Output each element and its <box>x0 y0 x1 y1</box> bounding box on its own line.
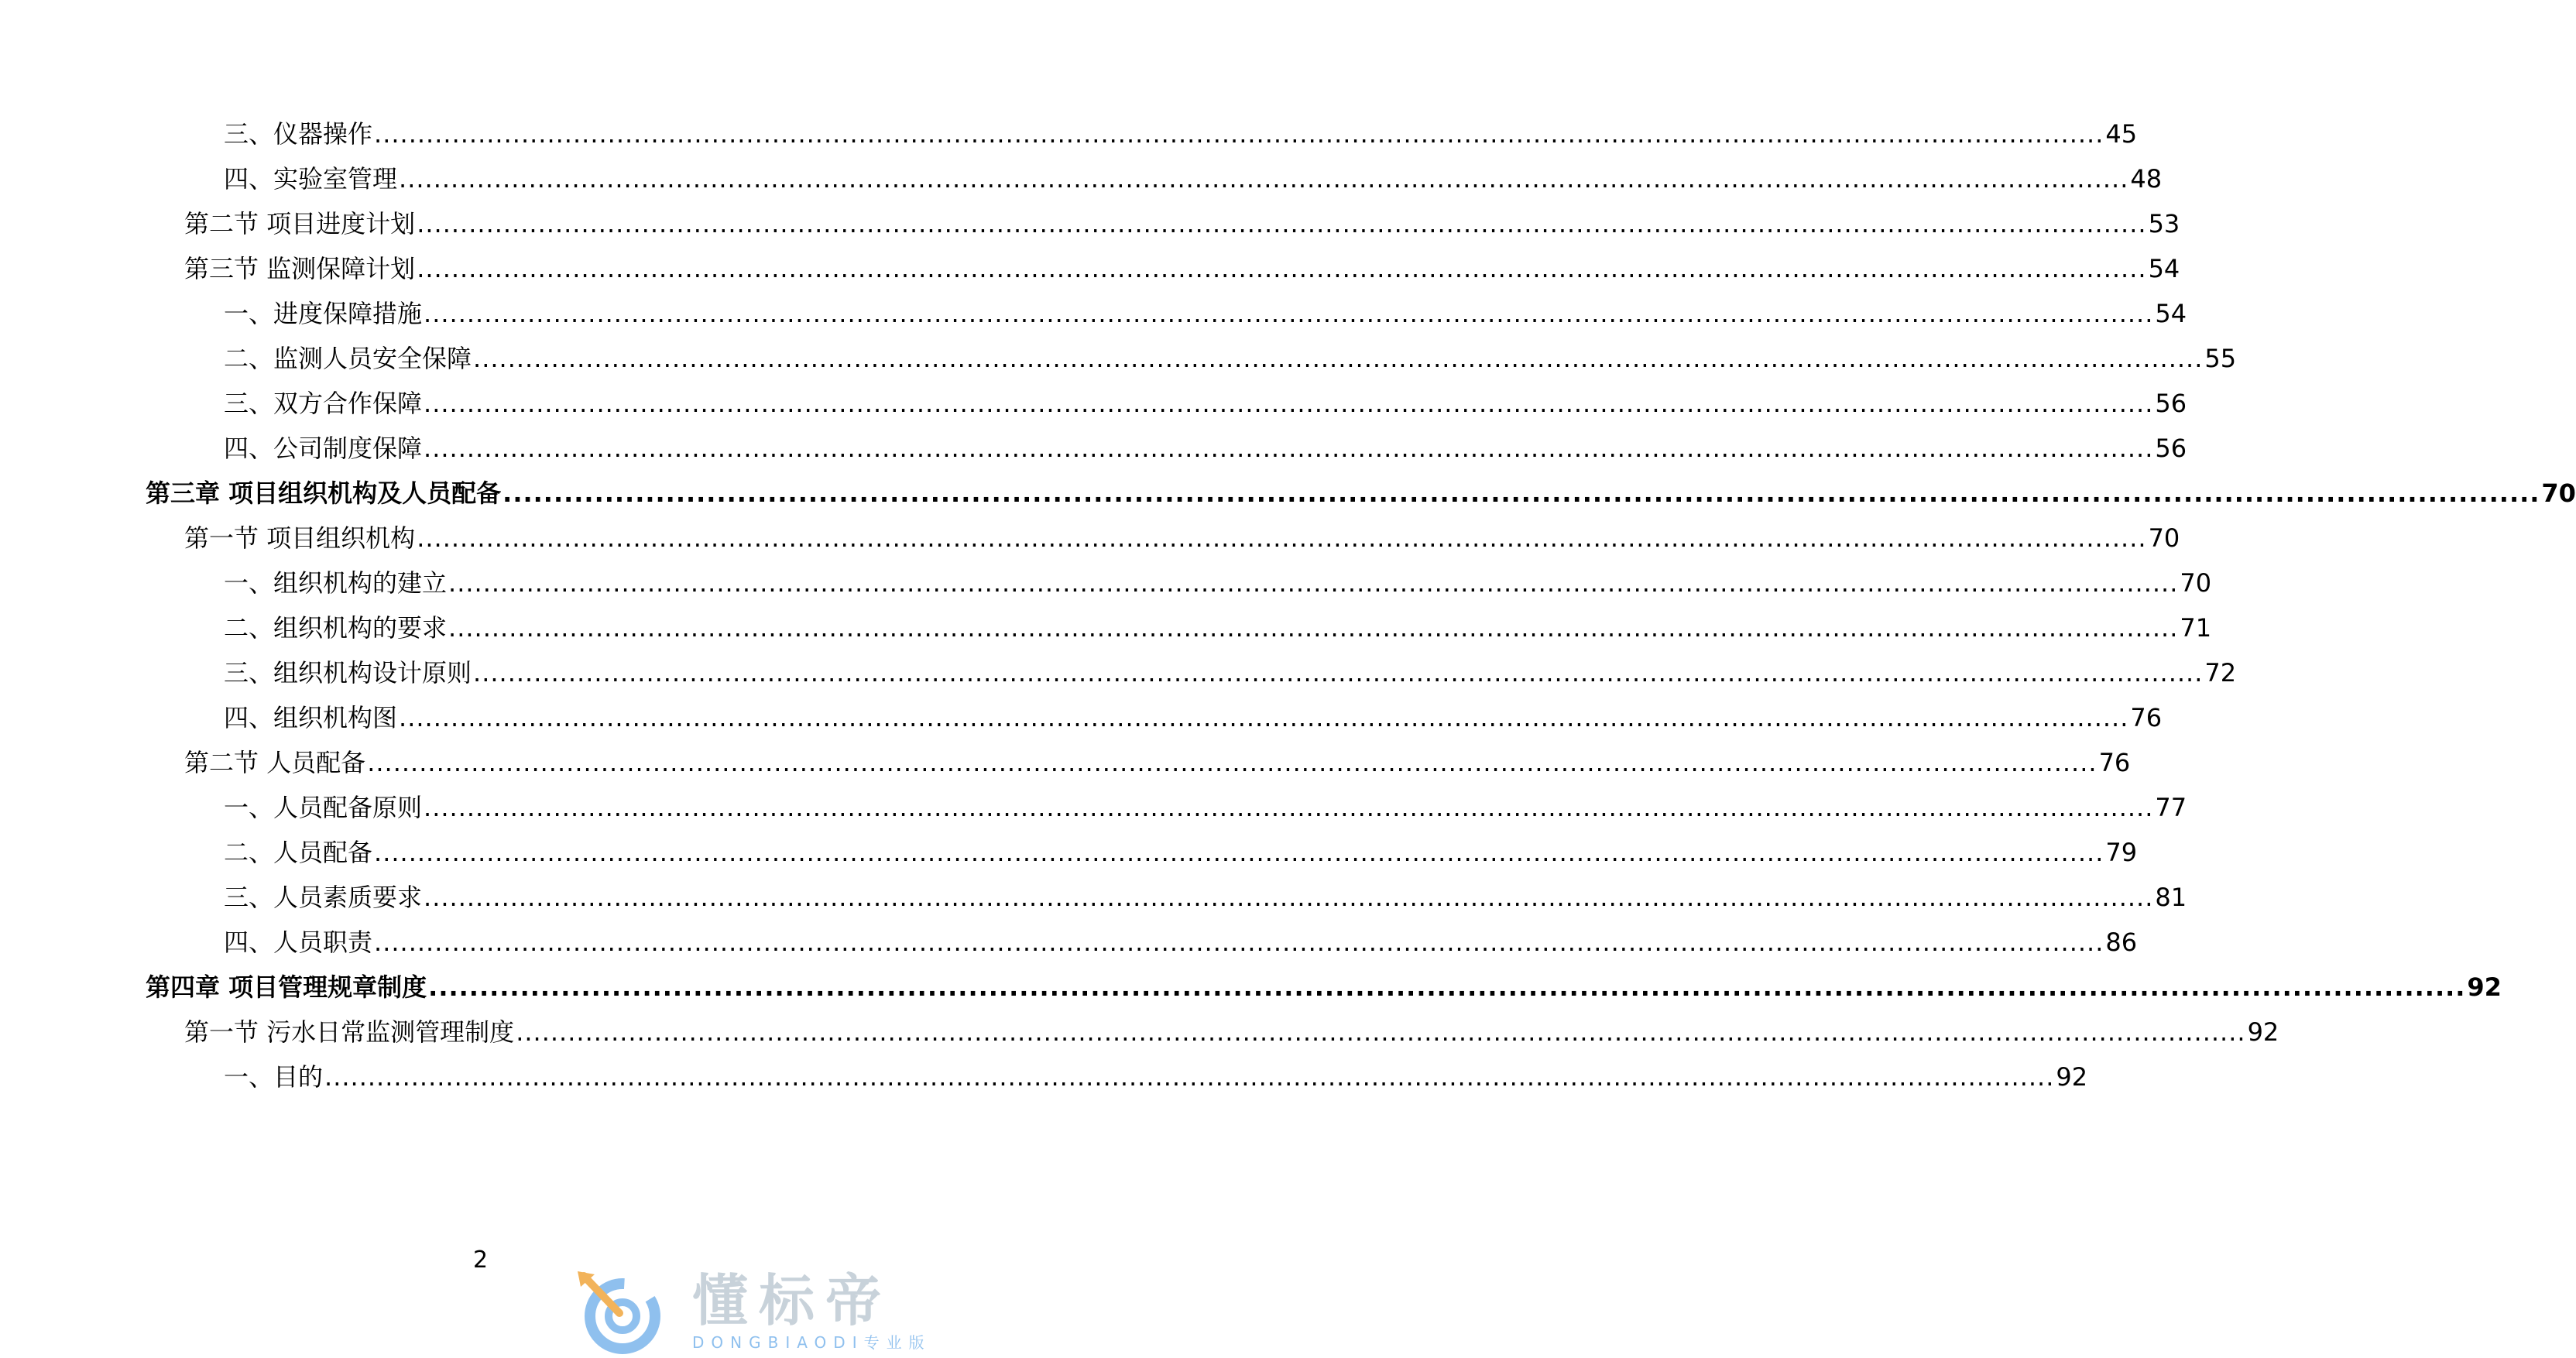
toc-entry-page-number: 54 <box>2155 299 2187 328</box>
toc-entry-page-number: 76 <box>2130 703 2163 732</box>
toc-dot-leader: ........................................................................................................................................................................................................ <box>417 523 2147 553</box>
toc-entry-title: 四、公司制度保障 <box>224 434 423 463</box>
toc-entry-title: 二、人员配备 <box>224 838 373 867</box>
watermark-subtitle: DONGBIAODI专业版 <box>692 1333 931 1352</box>
toc-entry-page-number: 81 <box>2155 883 2187 912</box>
toc-chapter-entry[interactable] <box>146 474 2576 513</box>
toc-entry-title: 一、目的 <box>224 1062 324 1092</box>
toc-entry-title: 第三章 项目组织机构及人员配备 <box>146 478 502 508</box>
toc-entry-page-number: 48 <box>2130 164 2163 194</box>
toc-dot-leader: ........................................................................................................................................................................................................ <box>473 344 2204 373</box>
toc-entry-page-number: 45 <box>2105 119 2138 149</box>
toc-section-entry[interactable] <box>184 1013 2279 1051</box>
toc-entry-page-number: 55 <box>2204 344 2237 373</box>
toc-dot-leader: ........................................................................................................................................................................................................ <box>424 299 2154 328</box>
toc-entry-title: 第一节 项目组织机构 <box>184 523 416 553</box>
toc-item-entry[interactable] <box>224 833 2138 872</box>
toc-dot-leader: ........................................................................................................................................................................................................ <box>448 568 2179 598</box>
page-number: 2 <box>472 1247 489 1274</box>
toc-item-entry[interactable] <box>224 115 2138 153</box>
toc-item-entry[interactable] <box>224 564 2212 602</box>
toc-dot-leader: ........................................................................................................................................................................................................ <box>417 254 2147 283</box>
toc-item-entry[interactable] <box>224 384 2187 423</box>
toc-entry-title: 三、人员素质要求 <box>224 883 423 912</box>
toc-dot-leader: ........................................................................................................................................................................................................ <box>516 1017 2246 1047</box>
toc-entry-page-number: 92 <box>2247 1017 2279 1047</box>
toc-dot-leader: ........................................................................................................................................................................................................ <box>399 164 2129 194</box>
toc-entry-title: 四、人员职责 <box>224 928 373 957</box>
toc-entry-page-number: 86 <box>2105 928 2138 957</box>
toc-dot-leader: ........................................................................................................................................................................................................ <box>417 209 2147 238</box>
toc-entry-title: 三、双方合作保障 <box>224 389 423 418</box>
toc-dot-leader: ........................................................................................................................................................................................................ <box>424 793 2154 822</box>
toc-entry-title: 三、仪器操作 <box>224 119 373 149</box>
toc-section-entry[interactable] <box>184 743 2131 782</box>
toc-entry-page-number: 76 <box>2098 748 2131 777</box>
watermark <box>575 1270 946 1353</box>
toc-entry-title: 第二节 项目进度计划 <box>184 209 416 238</box>
toc-item-entry[interactable] <box>224 653 2237 692</box>
toc-item-entry[interactable] <box>224 698 2163 737</box>
toc-entry-page-number: 71 <box>2180 613 2212 643</box>
toc-entry-page-number: 56 <box>2155 389 2187 418</box>
toc-entry-title: 二、监测人员安全保障 <box>224 344 472 373</box>
toc-entry-title: 一、进度保障措施 <box>224 299 423 328</box>
toc-dot-leader: ........................................................................................................................................................................................................ <box>374 838 2104 867</box>
toc-entry-title: 四、组织机构图 <box>224 703 398 732</box>
toc-dot-leader: ........................................................................................................................................................................................................ <box>374 928 2104 957</box>
toc-entry-page-number: 70 <box>2180 568 2212 598</box>
watermark-brand: 懂标帝 <box>692 1268 893 1333</box>
toc-entry-page-number: 56 <box>2155 434 2187 463</box>
toc-dot-leader: ........................................................................................................................................................................................................ <box>367 748 2098 777</box>
toc-dot-leader: ........................................................................................................................................................................................................ <box>428 972 2466 1002</box>
toc-section-entry[interactable] <box>184 204 2180 243</box>
toc-entry-page-number: 70 <box>2541 478 2576 508</box>
toc-entry-page-number: 70 <box>2148 523 2180 553</box>
toc-entry-title: 第一节 污水日常监测管理制度 <box>184 1017 515 1047</box>
toc-entry-title: 四、实验室管理 <box>224 164 398 194</box>
toc-dot-leader: ........................................................................................................................................................................................................ <box>399 703 2129 732</box>
toc-entry-page-number: 92 <box>2467 972 2502 1002</box>
toc-item-entry[interactable] <box>224 339 2237 378</box>
toc-dot-leader: ........................................................................................................................................................................................................ <box>448 613 2179 643</box>
toc-dot-leader: ........................................................................................................................................................................................................ <box>424 434 2154 463</box>
toc-dot-leader: ........................................................................................................................................................................................................ <box>503 478 2540 508</box>
toc-dot-leader: ........................................................................................................................................................................................................ <box>374 119 2104 149</box>
toc-entry-page-number: 77 <box>2155 793 2187 822</box>
toc-entry-title: 第二节 人员配备 <box>184 748 366 777</box>
target-logo-icon <box>575 1270 666 1353</box>
toc-item-entry[interactable] <box>224 294 2187 333</box>
toc-item-entry[interactable] <box>224 1058 2088 1096</box>
toc-entry-page-number: 54 <box>2148 254 2180 283</box>
toc-entry-title: 一、组织机构的建立 <box>224 568 448 598</box>
toc-entry-page-number: 79 <box>2105 838 2138 867</box>
toc-item-entry[interactable] <box>224 429 2187 468</box>
toc-chapter-entry[interactable] <box>146 968 2502 1006</box>
toc-entry-title: 二、组织机构的要求 <box>224 613 448 643</box>
toc-entry-page-number: 53 <box>2148 209 2180 238</box>
toc-section-entry[interactable] <box>184 519 2180 557</box>
toc-section-entry[interactable] <box>184 249 2180 288</box>
toc-item-entry[interactable] <box>224 923 2138 962</box>
toc-item-entry[interactable] <box>224 878 2187 917</box>
toc-entry-page-number: 92 <box>2056 1062 2088 1092</box>
toc-item-entry[interactable] <box>224 609 2212 647</box>
toc-entry-page-number: 72 <box>2204 658 2237 688</box>
toc-entry-title: 第四章 项目管理规章制度 <box>146 972 427 1002</box>
toc-dot-leader: ........................................................................................................................................................................................................ <box>424 389 2154 418</box>
toc-item-entry[interactable] <box>224 788 2187 827</box>
toc-entry-title: 第三节 监测保障计划 <box>184 254 416 283</box>
toc-dot-leader: ........................................................................................................................................................................................................ <box>324 1062 2055 1092</box>
toc-entry-title: 一、人员配备原则 <box>224 793 423 822</box>
toc-dot-leader: ........................................................................................................................................................................................................ <box>473 658 2204 688</box>
toc-dot-leader: ........................................................................................................................................................................................................ <box>424 883 2154 912</box>
toc-item-entry[interactable] <box>224 159 2163 198</box>
toc-entry-title: 三、组织机构设计原则 <box>224 658 472 688</box>
